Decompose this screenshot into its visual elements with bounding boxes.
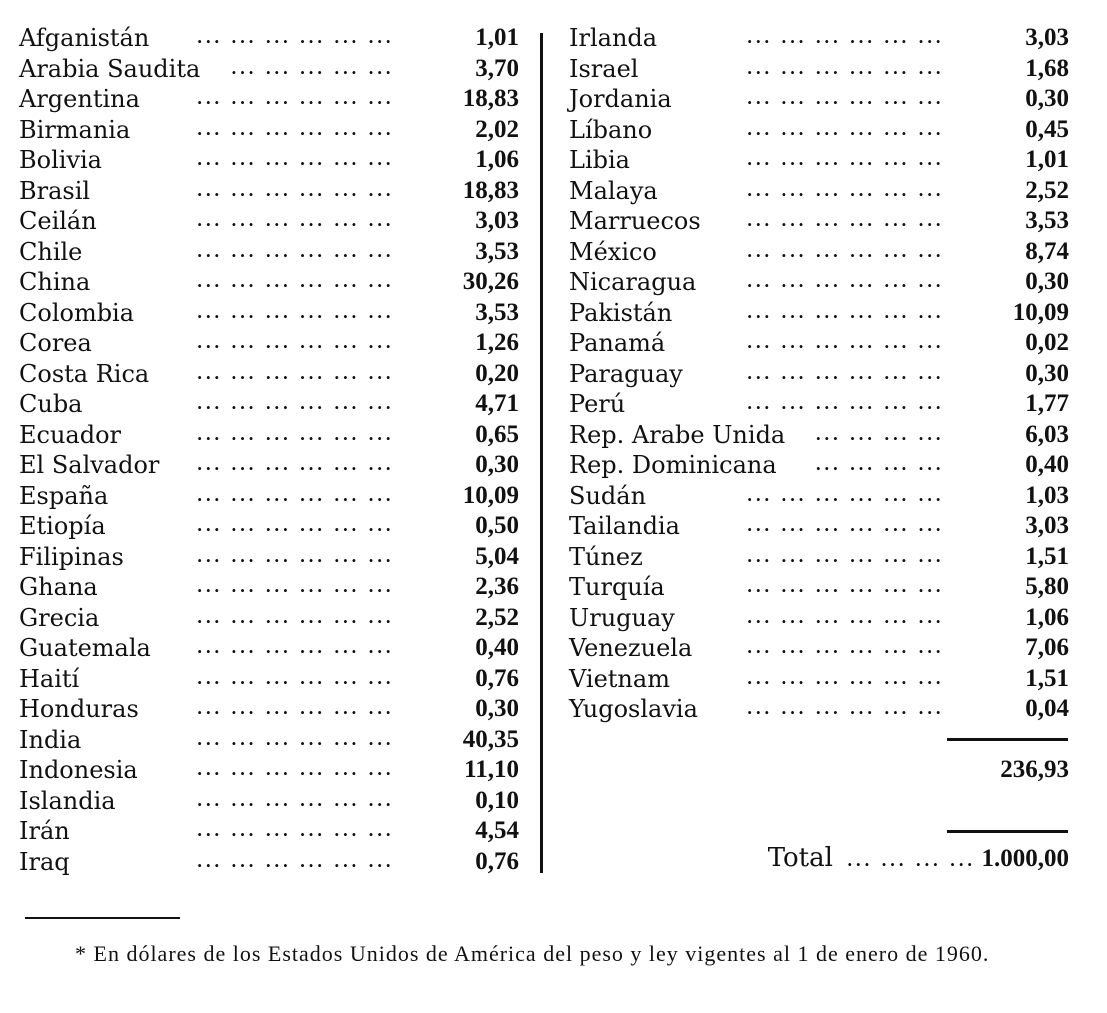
table-row — [569, 176, 1069, 207]
country-value: 3,53 — [475, 298, 519, 326]
country-value: 3,03 — [475, 207, 519, 234]
table-row — [19, 816, 519, 847]
country-value: 0,40 — [1025, 451, 1069, 478]
leader-dots: ... ... ... ... ... ... — [196, 851, 394, 871]
table-row — [19, 389, 519, 420]
leader-dots: ... ... ... ... ... ... — [746, 577, 944, 596]
country-name: Rep. Dominicana — [569, 451, 777, 479]
country-value: 1,77 — [1025, 390, 1069, 417]
country-name: India — [19, 725, 82, 754]
country-value: 2,02 — [475, 115, 519, 143]
leader-dots: ... ... ... ... ... ... — [196, 150, 394, 169]
country-name: El Salvador — [19, 451, 160, 479]
subtotal-value: 236,93 — [1000, 756, 1069, 783]
country-name: Islandia — [19, 786, 116, 815]
country-name: Honduras — [19, 695, 139, 723]
country-value: 1,03 — [1025, 481, 1069, 509]
table-row — [19, 847, 519, 878]
table-row — [19, 115, 519, 146]
leader-dots: ... ... ... ... ... ... — [196, 394, 394, 413]
leader-dots: ... ... ... ... ... ... — [746, 211, 944, 230]
leader-dots: ... ... ... ... ... ... — [196, 760, 394, 779]
leader-dots: ... ... ... ... ... ... — [196, 546, 394, 566]
leader-dots: ... ... ... ... ... ... — [746, 150, 944, 169]
table-row — [19, 511, 519, 542]
country-value: 4,54 — [475, 817, 519, 844]
table-row — [19, 450, 519, 481]
leader-dots: ... ... ... ... ... ... — [196, 455, 394, 474]
table-row — [19, 145, 519, 176]
country-name: Iraq — [19, 847, 70, 876]
leader-dots: ... ... ... ... ... ... — [196, 638, 394, 657]
leader-dots: ... ... ... ... ... ... — [746, 89, 944, 108]
table-row — [569, 450, 1069, 481]
leader-dots: ... ... ... ... ... ... — [746, 607, 944, 627]
footnote-text: * En dólares de los Estados Unidos de América del peso y ley vigentes al 1 de enero de 1960. — [75, 941, 990, 966]
leader-dots: ... ... ... ... ... ... — [746, 485, 944, 505]
country-value: 0,65 — [475, 420, 519, 448]
country-name: Colombia — [19, 298, 135, 327]
country-name: Turquía — [569, 573, 665, 601]
leader-dots: ... ... ... ... ... ... — [746, 180, 944, 200]
country-name: Indonesia — [19, 756, 138, 784]
table-row — [19, 572, 519, 603]
leader-dots: ... ... ... ... ... ... — [196, 28, 394, 47]
leader-dots: ... ... ... ... ... ... — [196, 485, 394, 505]
country-value: 3,53 — [1025, 207, 1069, 234]
country-value: 30,26 — [462, 268, 519, 295]
total-label: Total — [767, 843, 833, 873]
leader-dots: ... ... ... ... ... ... — [746, 333, 944, 352]
country-name: Pakistán — [569, 298, 673, 327]
leader-dots: ... ... ... ... ... ... — [746, 638, 944, 657]
country-value: 1,68 — [1025, 54, 1069, 82]
country-value: 5,04 — [475, 542, 519, 570]
country-name: Panamá — [569, 329, 666, 357]
column-divider — [540, 33, 543, 873]
leader-dots: ... ... ... ... ... ... — [196, 302, 394, 322]
leader-dots: ... ... ... ... ... ... — [746, 58, 944, 78]
country-value: 0,30 — [1025, 268, 1069, 295]
table-row — [569, 359, 1069, 390]
country-value: 18,83 — [462, 85, 519, 112]
country-value: 1,51 — [1025, 664, 1069, 692]
table-row — [569, 206, 1069, 237]
country-name: Tailandia — [569, 512, 680, 540]
country-name: Irán — [19, 817, 70, 845]
footnote-rule — [25, 917, 180, 919]
table-row — [19, 725, 519, 756]
table-row — [19, 664, 519, 695]
country-value: 40,35 — [462, 725, 519, 753]
country-name: Perú — [569, 390, 626, 418]
total-rule — [947, 830, 1068, 833]
leader-dots: ... ... ... ... ... ... — [746, 363, 944, 383]
table-row — [19, 633, 519, 664]
leader-dots: ... ... ... ... ... ... — [746, 668, 944, 688]
table-row — [569, 633, 1069, 664]
country-value: 3,03 — [1025, 512, 1069, 539]
table-row — [19, 23, 519, 54]
table-row — [569, 54, 1069, 85]
country-name: Nicaragua — [569, 268, 697, 296]
country-value: 0,30 — [1025, 85, 1069, 112]
country-value: 0,02 — [1025, 329, 1069, 356]
country-name: Ghana — [19, 573, 98, 601]
table-row — [569, 145, 1069, 176]
subtotal-rule — [947, 738, 1068, 741]
leader-dots: ... ... ... ... ... ... — [746, 241, 944, 261]
country-name: Etiopía — [19, 512, 106, 540]
leader-dots: ... ... ... ... ... — [231, 58, 394, 78]
country-name: Marruecos — [569, 207, 701, 235]
leader-dots: ... ... ... ... ... ... — [746, 302, 944, 322]
country-name: Afganistán — [19, 24, 150, 52]
right-column — [569, 23, 1069, 725]
country-name: Irlanda — [569, 24, 658, 52]
country-name: Israel — [569, 54, 639, 83]
country-name: Corea — [19, 329, 92, 357]
country-value: 3,03 — [1025, 24, 1069, 51]
table-row — [569, 420, 1069, 451]
table-row — [569, 481, 1069, 512]
table-row — [19, 206, 519, 237]
country-name: Yugoslavia — [569, 695, 698, 723]
country-value: 2,36 — [475, 573, 519, 600]
footnote — [25, 940, 1075, 968]
country-value: 0,45 — [1025, 115, 1069, 143]
leader-dots: ... ... ... ... ... ... — [196, 333, 394, 352]
country-value: 0,04 — [1025, 695, 1069, 722]
country-name: Ceilán — [19, 207, 97, 235]
country-value: 2,52 — [1025, 176, 1069, 204]
table-row — [569, 511, 1069, 542]
table-row — [569, 572, 1069, 603]
table-row — [19, 755, 519, 786]
table-row — [19, 298, 519, 329]
country-name: Costa Rica — [19, 359, 150, 388]
country-name: Líbano — [569, 115, 653, 144]
country-name: México — [569, 237, 657, 266]
country-value: 7,06 — [1025, 634, 1069, 661]
country-value: 0,30 — [475, 451, 519, 478]
country-value: 8,74 — [1025, 237, 1069, 265]
country-value: 0,30 — [1025, 359, 1069, 387]
country-name: China — [19, 268, 91, 296]
country-name: Jordania — [569, 85, 672, 113]
country-value: 3,53 — [475, 237, 519, 265]
country-value: 18,83 — [462, 176, 519, 204]
leader-dots: ... ... ... ... ... ... — [196, 577, 394, 596]
table-row — [569, 389, 1069, 420]
table-row — [19, 786, 519, 817]
table-row — [19, 359, 519, 390]
country-value: 10,09 — [462, 481, 519, 509]
leader-dots: ... ... ... ... ... ... — [196, 668, 394, 688]
table-row — [569, 23, 1069, 54]
country-value: 3,70 — [475, 54, 519, 82]
leader-dots: ... ... ... ... ... ... — [196, 241, 394, 261]
total-value: 1.000,00 — [981, 845, 1069, 872]
leader-dots: ... ... ... ... ... ... — [196, 516, 394, 535]
country-value: 1,26 — [475, 329, 519, 356]
table-row — [569, 542, 1069, 573]
leader-dots: ... ... ... ... — [815, 455, 944, 474]
table-row — [569, 328, 1069, 359]
leader-dots: ... ... ... ... ... ... — [196, 363, 394, 383]
country-value: 1,01 — [475, 24, 519, 51]
country-value: 0,40 — [475, 634, 519, 661]
leader-dots: ... ... ... ... ... ... — [196, 424, 394, 444]
country-value: 0,30 — [475, 695, 519, 722]
country-name: Uruguay — [569, 603, 675, 632]
country-value: 0,10 — [475, 786, 519, 814]
total-row — [768, 843, 1069, 873]
leader-dots: ... ... ... ... ... ... — [746, 394, 944, 413]
country-value: 1,06 — [1025, 603, 1069, 631]
table-row — [19, 542, 519, 573]
country-name: Grecia — [19, 603, 100, 632]
leader-dots: ... ... ... ... ... ... — [196, 607, 394, 627]
leader-dots: ... ... ... ... ... ... — [746, 119, 944, 139]
leader-dots: ... ... ... ... ... ... — [196, 272, 394, 291]
table-row — [569, 115, 1069, 146]
table-row — [569, 84, 1069, 115]
left-column — [19, 23, 519, 877]
leader-dots: ... ... ... ... ... ... — [196, 180, 394, 200]
table-row — [569, 237, 1069, 268]
leader-dots: ... ... ... ... ... ... — [746, 28, 944, 47]
table-row — [19, 481, 519, 512]
country-name: Brasil — [19, 176, 91, 205]
country-name: Sudán — [569, 481, 647, 510]
table-row — [569, 694, 1069, 725]
country-name: Birmania — [19, 115, 131, 144]
country-name: Chile — [19, 237, 83, 266]
country-name: Guatemala — [19, 634, 151, 662]
table-row — [19, 328, 519, 359]
country-value: 2,52 — [475, 603, 519, 631]
country-name: Vietnam — [569, 664, 670, 693]
country-name: Filipinas — [19, 542, 124, 571]
country-name: Venezuela — [569, 634, 693, 662]
country-value: 0,20 — [475, 359, 519, 387]
country-name: Arabia Saudita — [19, 54, 201, 83]
leader-dots: ... ... ... ... ... ... — [196, 699, 394, 718]
country-value: 10,09 — [1012, 298, 1069, 326]
country-name: Paraguay — [569, 359, 683, 388]
country-value: 4,71 — [475, 390, 519, 417]
table-row — [569, 298, 1069, 329]
country-name: Argentina — [19, 85, 140, 113]
table-row — [569, 267, 1069, 298]
table-row — [19, 420, 519, 451]
leader-dots: ... ... ... ... — [815, 424, 944, 444]
country-value: 1,06 — [475, 146, 519, 173]
country-name: Túnez — [569, 542, 643, 571]
table-row — [569, 603, 1069, 634]
country-value: 1,01 — [1025, 146, 1069, 173]
table-row — [19, 237, 519, 268]
table-row — [19, 176, 519, 207]
leader-dots: ... ... ... ... ... ... — [196, 821, 394, 840]
leader-dots: ... ... ... ... ... ... — [196, 790, 394, 810]
country-value: 11,10 — [464, 756, 519, 783]
leader-dots: ... ... ... ... ... ... — [746, 516, 944, 535]
country-name: Cuba — [19, 390, 83, 418]
table-row — [19, 603, 519, 634]
country-name: Haití — [19, 664, 80, 693]
leader-dots: ... ... ... ... ... ... — [746, 546, 944, 566]
country-value: 1,51 — [1025, 542, 1069, 570]
leader-dots: ... ... ... ... ... ... — [196, 729, 394, 749]
country-value: 0,50 — [475, 512, 519, 539]
leader-dots: ... ... ... ... ... ... — [196, 211, 394, 230]
table-row — [19, 267, 519, 298]
leader-dots: ... ... ... ... ... ... — [746, 272, 944, 291]
country-name: Libia — [569, 146, 630, 174]
country-name: Rep. Arabe Unida — [569, 420, 786, 449]
leader-dots: ... ... ... ... ... ... — [196, 119, 394, 139]
country-value: 6,03 — [1025, 420, 1069, 448]
country-name: España — [19, 481, 109, 510]
table-row — [19, 84, 519, 115]
country-value: 0,76 — [475, 847, 519, 875]
country-name: Bolivia — [19, 146, 102, 174]
leader-dots: ... ... ... ... ... ... — [746, 699, 944, 718]
country-value: 0,76 — [475, 664, 519, 692]
leader-dots: ... ... ... ... ... ... — [196, 89, 394, 108]
total-dots: ... ... ... ... — [846, 851, 976, 870]
country-name: Malaya — [569, 176, 658, 205]
country-name: Ecuador — [19, 420, 122, 449]
table-row — [19, 54, 519, 85]
table-row — [19, 694, 519, 725]
table-row — [569, 664, 1069, 695]
country-value: 5,80 — [1025, 573, 1069, 600]
